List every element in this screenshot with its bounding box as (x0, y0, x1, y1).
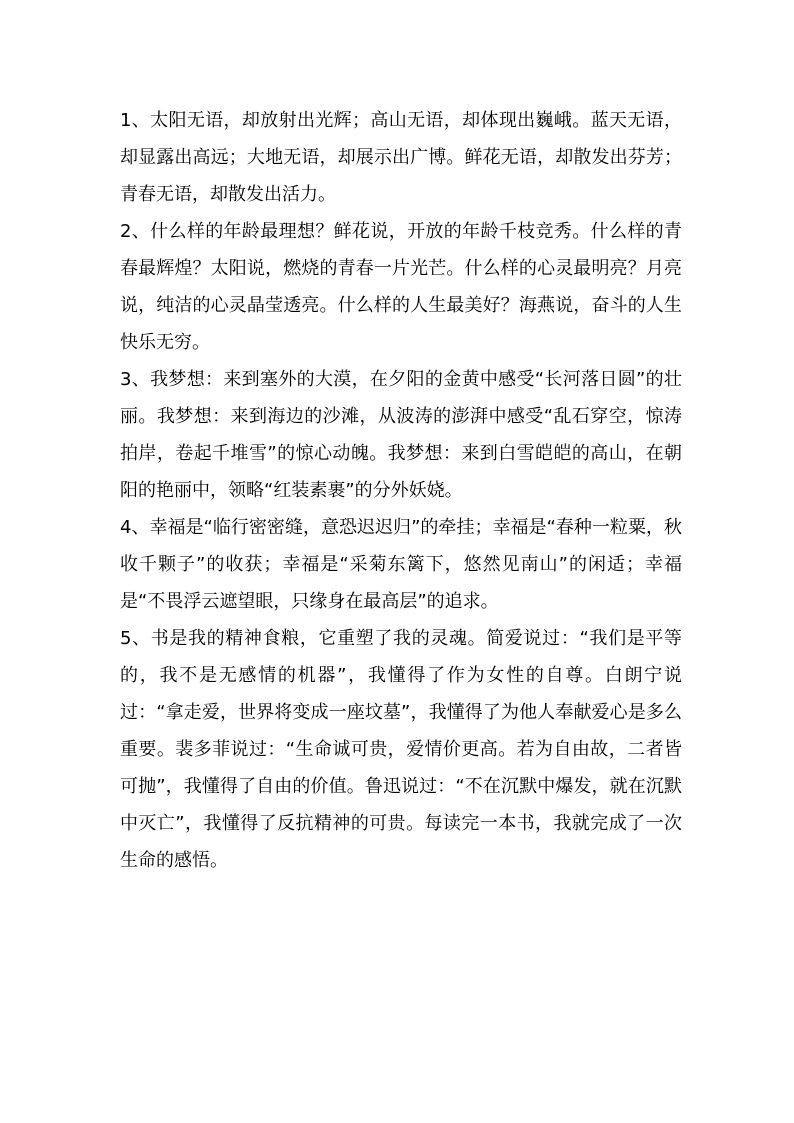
document-body (120, 102, 682, 879)
paragraph-4: 4、幸福是“临行密密缝，意恐迟迟归”的牵挂；幸福是“春种一粒粟，秋收千颗子”的收获；幸福是“采菊东篱下，悠然见南山”的闲适；幸福是“不畏浮云遮望眼，只缘身在最高层”的追求。 (120, 517, 682, 612)
paragraph-5: 5、书是我的精神食粮，它重塑了我的灵魂。简爱说过：“我们是平等的，我不是无感情的机器”，我懂得了作为女性的自尊。白朗宁说过：“拿走爱，世界将变成一座坟墓”，我懂得了为他人奉献爱心是多么重要。裴多菲说过：“生命诚可贵，爱情价更高。若为自由故，二者皆可抛”，我懂得了自由的价值。鲁迅说过：“不在沉默中爆发，就在沉默中灭亡”，我懂得了反抗精神的可贵。每读完一本书，我就完成了一次生命的感悟。 (120, 628, 682, 871)
paragraph-1: 1、太阳无语，却放射出光辉；高山无语，却体现出巍峨。蓝天无语，却显露出高远；大地无语，却展示出广博。鲜花无语，却散发出芬芳；青春无语，却散发出活力。 (120, 110, 682, 205)
paragraph-2: 2、什么样的年龄最理想？鲜花说，开放的年龄千枝竞秀。什么样的青春最辉煌？太阳说，燃烧的青春一片光芒。什么样的心灵最明亮？月亮说，纯洁的心灵晶莹透亮。什么样的人生最美好？海燕说，奋斗的人生快乐无穷。 (120, 221, 682, 353)
paragraph-3: 3、我梦想：来到塞外的大漠，在夕阳的金黄中感受“长河落日圆”的壮丽。我梦想：来到海边的沙滩，从波涛的澎湃中感受“乱石穿空，惊涛拍岸，卷起千堆雪”的惊心动魄。我梦想：来到白雪皑皑的高山，在朝阳的艳丽中，领略“红装素裹”的分外妖娆。 (120, 369, 682, 501)
